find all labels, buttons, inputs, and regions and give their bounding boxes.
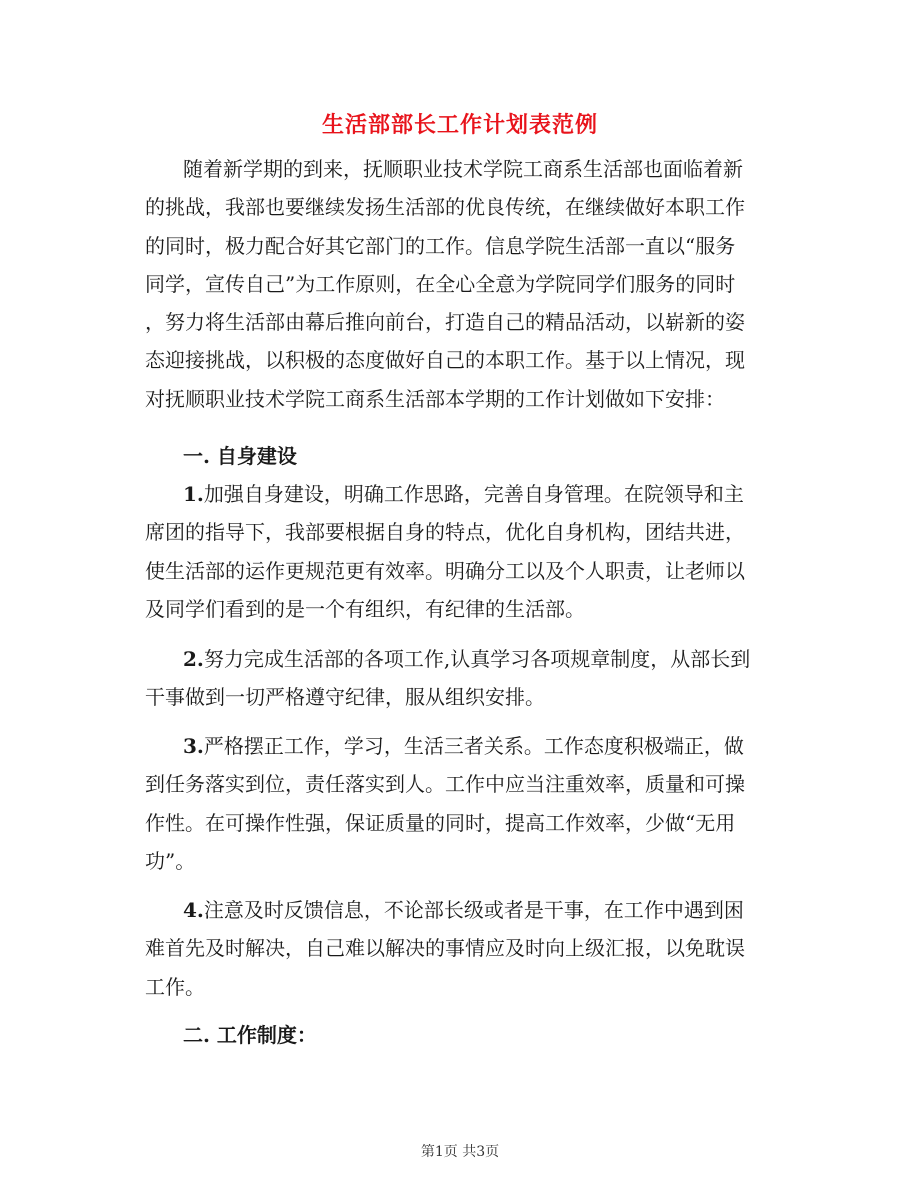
intro-line: 的同时，极力配合好其它部门的工作。信息学院生活部一直以“服务 (145, 233, 736, 258)
list-item-number: 1. (183, 482, 204, 506)
intro-line: 随着新学期的到来，抚顺职业技术学院工商系生活部也面临着新 (183, 157, 743, 181)
list-item-3 (145, 727, 775, 880)
intro-paragraph (145, 150, 775, 418)
list-item-line: 工作。 (145, 974, 205, 999)
intro-line: 的挑战，我部也要继续发扬生活部的优良传统，在继续做好本职工作 (145, 195, 745, 220)
list-item-number: 3. (183, 734, 204, 758)
intro-line: 同学，宣传自己”为工作原则，在全心全意为学院同学们服务的同时 (145, 271, 736, 296)
list-item-line: 2.努力完成生活部的各项工作,认真学习各项规章制度，从部长到 (183, 647, 751, 671)
list-item-4 (145, 891, 775, 1006)
document-title: 生活部部长工作计划表范例 (321, 112, 598, 138)
list-item-line: 及同学们看到的是一个有组织，有纪律的生活部。 (145, 596, 585, 621)
list-item-line: 干事做到一切严格遵守纪律，服从组织安排。 (145, 685, 545, 710)
list-item-number: 2. (183, 647, 204, 671)
list-item-line: 3.严格摆正工作，学习，生活三者关系。工作态度积极端正，做 (183, 734, 744, 758)
list-item-line: 难首先及时解决，自己难以解决的事情应及时向上级汇报，以免耽误 (145, 936, 745, 961)
list-item-1 (145, 475, 775, 628)
list-item-line: 到任务落实到位，责任落实到人。工作中应当注重效率，质量和可操 (145, 772, 745, 797)
page-footer: 第1页 共3页 (420, 1144, 500, 1160)
intro-line: 对抚顺职业技术学院工商系生活部本学期的工作计划做如下安排： (145, 386, 725, 411)
section-heading-1: 一. 自身建设 (183, 444, 297, 468)
list-item-line: 席团的指导下，我部要根据自身的特点，优化自身机构，团结共进， (145, 520, 745, 545)
list-item-line: 作性。在可操作性强，保证质量的同时，提高工作效率，少做“无用 (145, 810, 736, 835)
list-item-line: 1.加强自身建设，明确工作思路，完善自身管理。在院领导和主 (183, 482, 744, 506)
intro-line: 态迎接挑战，以积极的态度做好自己的本职工作。基于以上情况，现 (145, 348, 745, 373)
list-item-line: 4.注意及时反馈信息，不论部长级或者是干事，在工作中遇到困 (183, 898, 744, 922)
list-item-number: 4. (183, 898, 204, 922)
list-item-line: 使生活部的运作更规范更有效率。明确分工以及个人职责，让老师以 (145, 558, 745, 583)
intro-line: ，努力将生活部由幕后推向前台，打造自己的精品活动，以崭新的姿 (145, 310, 745, 335)
list-item-line: 功”。 (145, 848, 196, 873)
list-item-2 (145, 640, 775, 717)
section-heading-2: 二. 工作制度： (183, 1023, 317, 1047)
